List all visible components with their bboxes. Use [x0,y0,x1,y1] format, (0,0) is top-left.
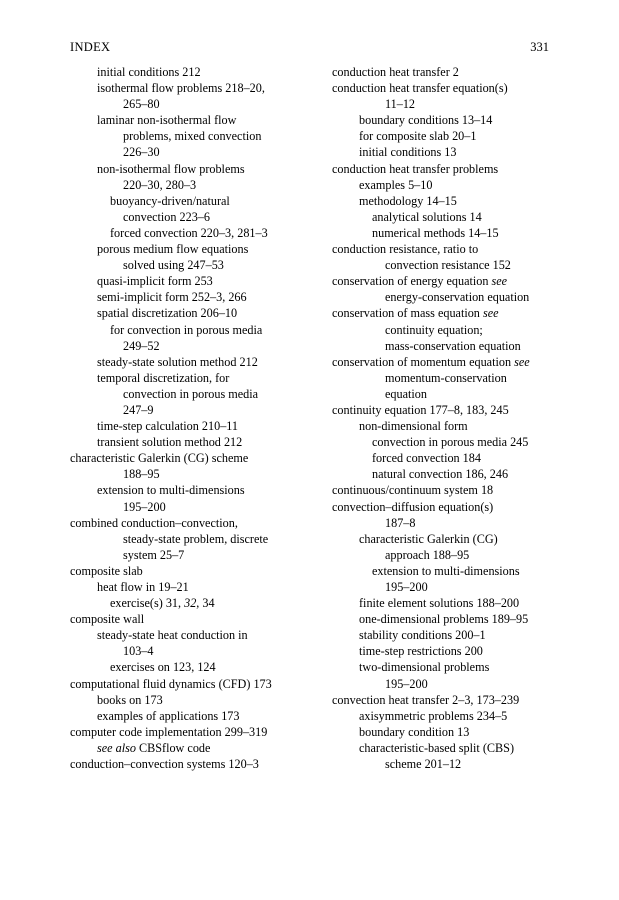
index-entry [332,209,567,225]
index-entry [332,177,567,193]
entry-text: non-isothermal flow problems [97,161,245,176]
entry-text: combined conduction–convection, [70,515,238,530]
index-entry [332,402,567,418]
entry-emphasis: 32 [184,596,197,611]
entry-text: for convection in porous media [110,322,263,337]
index-entry [332,740,567,756]
index-entry [332,338,567,354]
index-entry [70,595,320,611]
entry-text: numerical methods 14–15 [372,225,499,240]
entry-text: one-dimensional problems 189–95 [359,612,529,627]
entry-text: computational fluid dynamics (CFD) 173 [70,676,272,691]
entry-text: composite wall [70,612,145,627]
index-entry [70,724,320,740]
entry-text: initial conditions 13 [359,145,457,160]
entry-text: 265–80 [123,97,160,112]
entry-text: two-dimensional problems [359,660,490,675]
entry-text: 195–200 [123,499,166,514]
entry-text: momentum-conservation [385,370,507,385]
index-entry [332,241,567,257]
entry-text: 220–30, 280–3 [123,177,197,192]
entry-text: extension to multi-dimensions [372,563,520,578]
entry-text: exercise(s) 31, [110,596,185,611]
entry-text: conservation of energy equation [332,274,492,289]
index-entry [70,273,320,289]
entry-text: characteristic Galerkin (CG) [359,531,498,546]
index-entry [70,563,320,579]
entry-text: conduction heat transfer equation(s) [332,81,508,96]
index-entry [70,289,320,305]
index-entry [332,80,567,96]
index-entry [70,756,320,772]
index-entry [332,112,567,128]
index-entry [332,627,567,643]
index-entry [70,370,320,386]
index-entry [70,402,320,418]
entry-text: 226–30 [123,145,160,160]
index-entry [332,482,567,498]
index-entry [70,322,320,338]
entry-text: forced convection 220–3, 281–3 [110,225,268,240]
entry-text: axisymmetric problems 234–5 [359,708,508,723]
entry-text: books on 173 [97,692,163,707]
index-entry [70,531,320,547]
index-entry [70,740,320,756]
index-entry [332,515,567,531]
entry-text: characteristic Galerkin (CG) scheme [70,451,249,466]
entry-emphasis: see [514,354,530,369]
entry-text: energy-conservation equation [385,290,530,305]
index-entry [70,193,320,209]
index-entry [332,643,567,659]
index-column-left [70,64,320,772]
entry-text: steady-state problem, discrete [123,531,269,546]
index-entry [70,225,320,241]
index-entry [70,64,320,80]
entry-text: approach 188–95 [385,547,470,562]
entry-text: finite element solutions 188–200 [359,596,520,611]
entry-text: analytical solutions 14 [372,209,482,224]
index-entry [70,499,320,515]
entry-text: extension to multi-dimensions [97,483,245,498]
entry-text: CBSflow code [135,740,211,755]
entry-text: examples 5–10 [359,177,433,192]
index-entry [70,692,320,708]
index-entry [332,531,567,547]
entry-text: boundary condition 13 [359,724,470,739]
entry-text: composite slab [70,563,143,578]
index-entry [70,305,320,321]
index-entry [70,659,320,675]
index-entry [70,676,320,692]
entry-text: continuity equation; [385,322,483,337]
entry-text: convection in porous media [123,386,259,401]
index-entry [332,418,567,434]
entry-text: laminar non-isothermal flow [97,113,237,128]
entry-text: solved using 247–53 [123,258,224,273]
entry-text: convection heat transfer 2–3, 173–239 [332,692,520,707]
entry-text: convection resistance 152 [385,258,511,273]
entry-text: spatial discretization 206–10 [97,306,238,321]
entry-text: continuous/continuum system 18 [332,483,494,498]
entry-text: steady-state heat conduction in [97,628,248,643]
entry-text: problems, mixed convection [123,129,262,144]
entry-text: convection–diffusion equation(s) [332,499,494,514]
entry-text: for composite slab 20–1 [359,129,477,144]
index-entry [332,257,567,273]
index-entry [332,144,567,160]
index-entry [332,128,567,144]
entry-text: isothermal flow problems 218–20, [97,81,265,96]
entry-text: conduction–convection systems 120–3 [70,757,259,772]
index-entry [332,64,567,80]
entry-text: methodology 14–15 [359,193,457,208]
index-entry [332,676,567,692]
entry-text: conduction heat transfer 2 [332,65,459,79]
index-entry [70,643,320,659]
index-entry [70,386,320,402]
index-entry [70,434,320,450]
entry-text: buoyancy-driven/natural [110,193,230,208]
entry-emphasis: see [491,274,508,289]
entry-text: porous medium flow equations [97,242,249,257]
entry-text: mass-conservation equation [385,338,521,353]
index-entry [332,659,567,675]
entry-text: 11–12 [385,97,416,112]
index-entry [332,305,567,321]
entry-text: 249–52 [123,338,160,353]
page-number: 331 [530,40,549,54]
index-entry [70,144,320,160]
entry-text: equation [385,386,427,401]
index-entry [332,386,567,402]
index-entry [70,177,320,193]
index-entry [70,418,320,434]
index-entry [70,209,320,225]
index-entry [332,289,567,305]
entry-text: initial conditions 212 [97,65,201,79]
index-entry [70,627,320,643]
index-entry [70,354,320,370]
index-entry [70,515,320,531]
index-entry [70,161,320,177]
entry-emphasis: see [482,306,499,321]
index-entry [70,482,320,498]
entry-text: conduction heat transfer problems [332,161,499,176]
index-column-right [332,64,567,772]
index-entry [70,96,320,112]
entry-text: time-step calculation 210–11 [97,419,239,434]
entry-text: time-step restrictions 200 [359,644,483,659]
index-entry [70,257,320,273]
entry-text: 247–9 [123,402,154,417]
entry-text: conservation of mass equation [332,306,483,321]
entry-text: natural convection 186, 246 [372,467,509,482]
entry-text: 187–8 [385,515,416,530]
index-entry [70,547,320,563]
entry-text: examples of applications 173 [97,708,240,723]
index-entry [70,466,320,482]
entry-text: non-dimensional form [359,419,468,434]
index-entry [332,611,567,627]
index-entry [332,499,567,515]
index-entry [332,579,567,595]
entry-text: system 25–7 [123,547,185,562]
entry-text: convection 223–6 [123,209,210,224]
entry-text: steady-state solution method 212 [97,354,258,369]
index-entry [70,112,320,128]
index-entry [332,225,567,241]
index-entry [332,450,567,466]
index-entry [332,322,567,338]
index-entry [332,756,567,772]
index-entry [332,595,567,611]
index-entry [70,80,320,96]
index-entry [332,563,567,579]
entry-text: quasi-implicit form 253 [97,274,213,289]
entry-text-after: , 34 [196,596,215,611]
index-entry [332,96,567,112]
entry-text: convection in porous media 245 [372,435,529,450]
entry-text: temporal discretization, for [97,370,230,385]
entry-text: stability conditions 200–1 [359,628,486,643]
entry-text: conduction resistance, ratio to [332,242,479,257]
index-entry [332,547,567,563]
entry-text: heat flow in 19–21 [97,580,189,594]
index-entry [332,708,567,724]
entry-text: forced convection 184 [372,451,481,466]
index-entry [70,708,320,724]
index-entry [332,724,567,740]
entry-text: conservation of momentum equation [332,354,515,369]
entry-text: scheme 201–12 [385,757,462,772]
entry-text: 195–200 [385,580,428,594]
entry-text: continuity equation 177–8, 183, 245 [332,402,509,417]
index-entry [332,692,567,708]
entry-text: 188–95 [123,467,160,482]
index-entry [332,466,567,482]
index-entry [70,611,320,627]
running-head: INDEX [70,40,111,54]
entry-text: characteristic-based split (CBS) [359,740,515,755]
index-entry [70,579,320,595]
index-entry [332,193,567,209]
index-entry [70,338,320,354]
entry-text: semi-implicit form 252–3, 266 [97,290,247,305]
index-entry [70,128,320,144]
index-entry [332,354,567,370]
index-entry [332,161,567,177]
entry-text: boundary conditions 13–14 [359,113,493,128]
index-entry [70,241,320,257]
entry-text: 195–200 [385,676,428,691]
entry-text: computer code implementation 299–319 [70,724,268,739]
index-entry [332,434,567,450]
index-entry [332,370,567,386]
index-entry [70,450,320,466]
see-also-ref: see also [97,740,136,755]
index-entry [332,273,567,289]
entry-text: exercises on 123, 124 [110,660,216,675]
entry-text: 103–4 [123,644,154,659]
page-header [70,40,549,56]
entry-text: transient solution method 212 [97,435,243,450]
